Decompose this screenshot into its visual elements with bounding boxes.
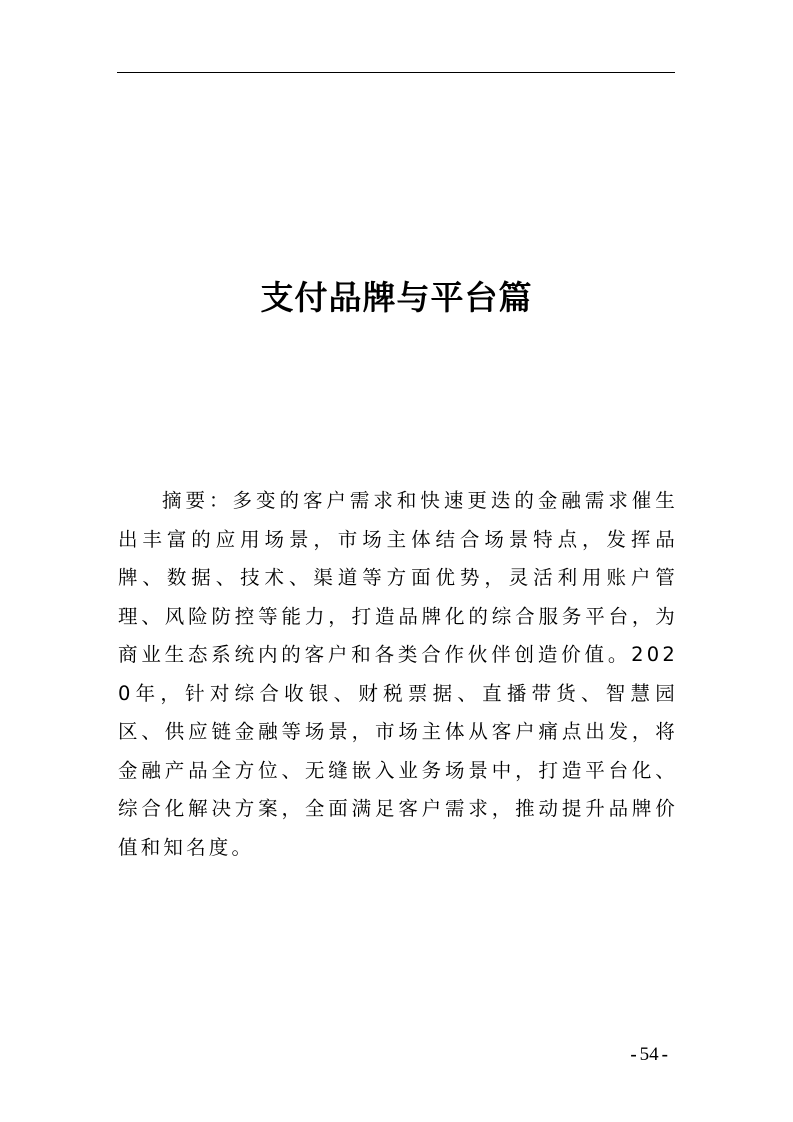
page-number [627, 1043, 671, 1067]
page-number-suffix: - [661, 1044, 668, 1065]
page-number-prefix: - [630, 1044, 637, 1065]
page-title: 支付品牌与平台篇 [260, 278, 533, 318]
page-number-value: 54 [639, 1044, 659, 1065]
abstract-paragraph: 摘要：多变的客户需求和快速更迭的金融需求催生出丰富的应用场景，市场主体结合场景特点，发挥品牌、数据、技术、渠道等方面优势，灵活利用账户管理、风险防控等能力，打造品牌化的综合服务平台，为商业生态系统内的客户和各类合作伙伴创造价值。2020年，针对综合收银、财税票据、直播带货、智慧园区、供应链金融等场景，市场主体从客户痛点出发，将金融产品全方位、无缝嵌入业务场景中，打造平台化、综合化解决方案，全面满足客户需求，推动提升品牌价值和知名度。 [118, 489, 678, 859]
header-rule [117, 72, 675, 73]
